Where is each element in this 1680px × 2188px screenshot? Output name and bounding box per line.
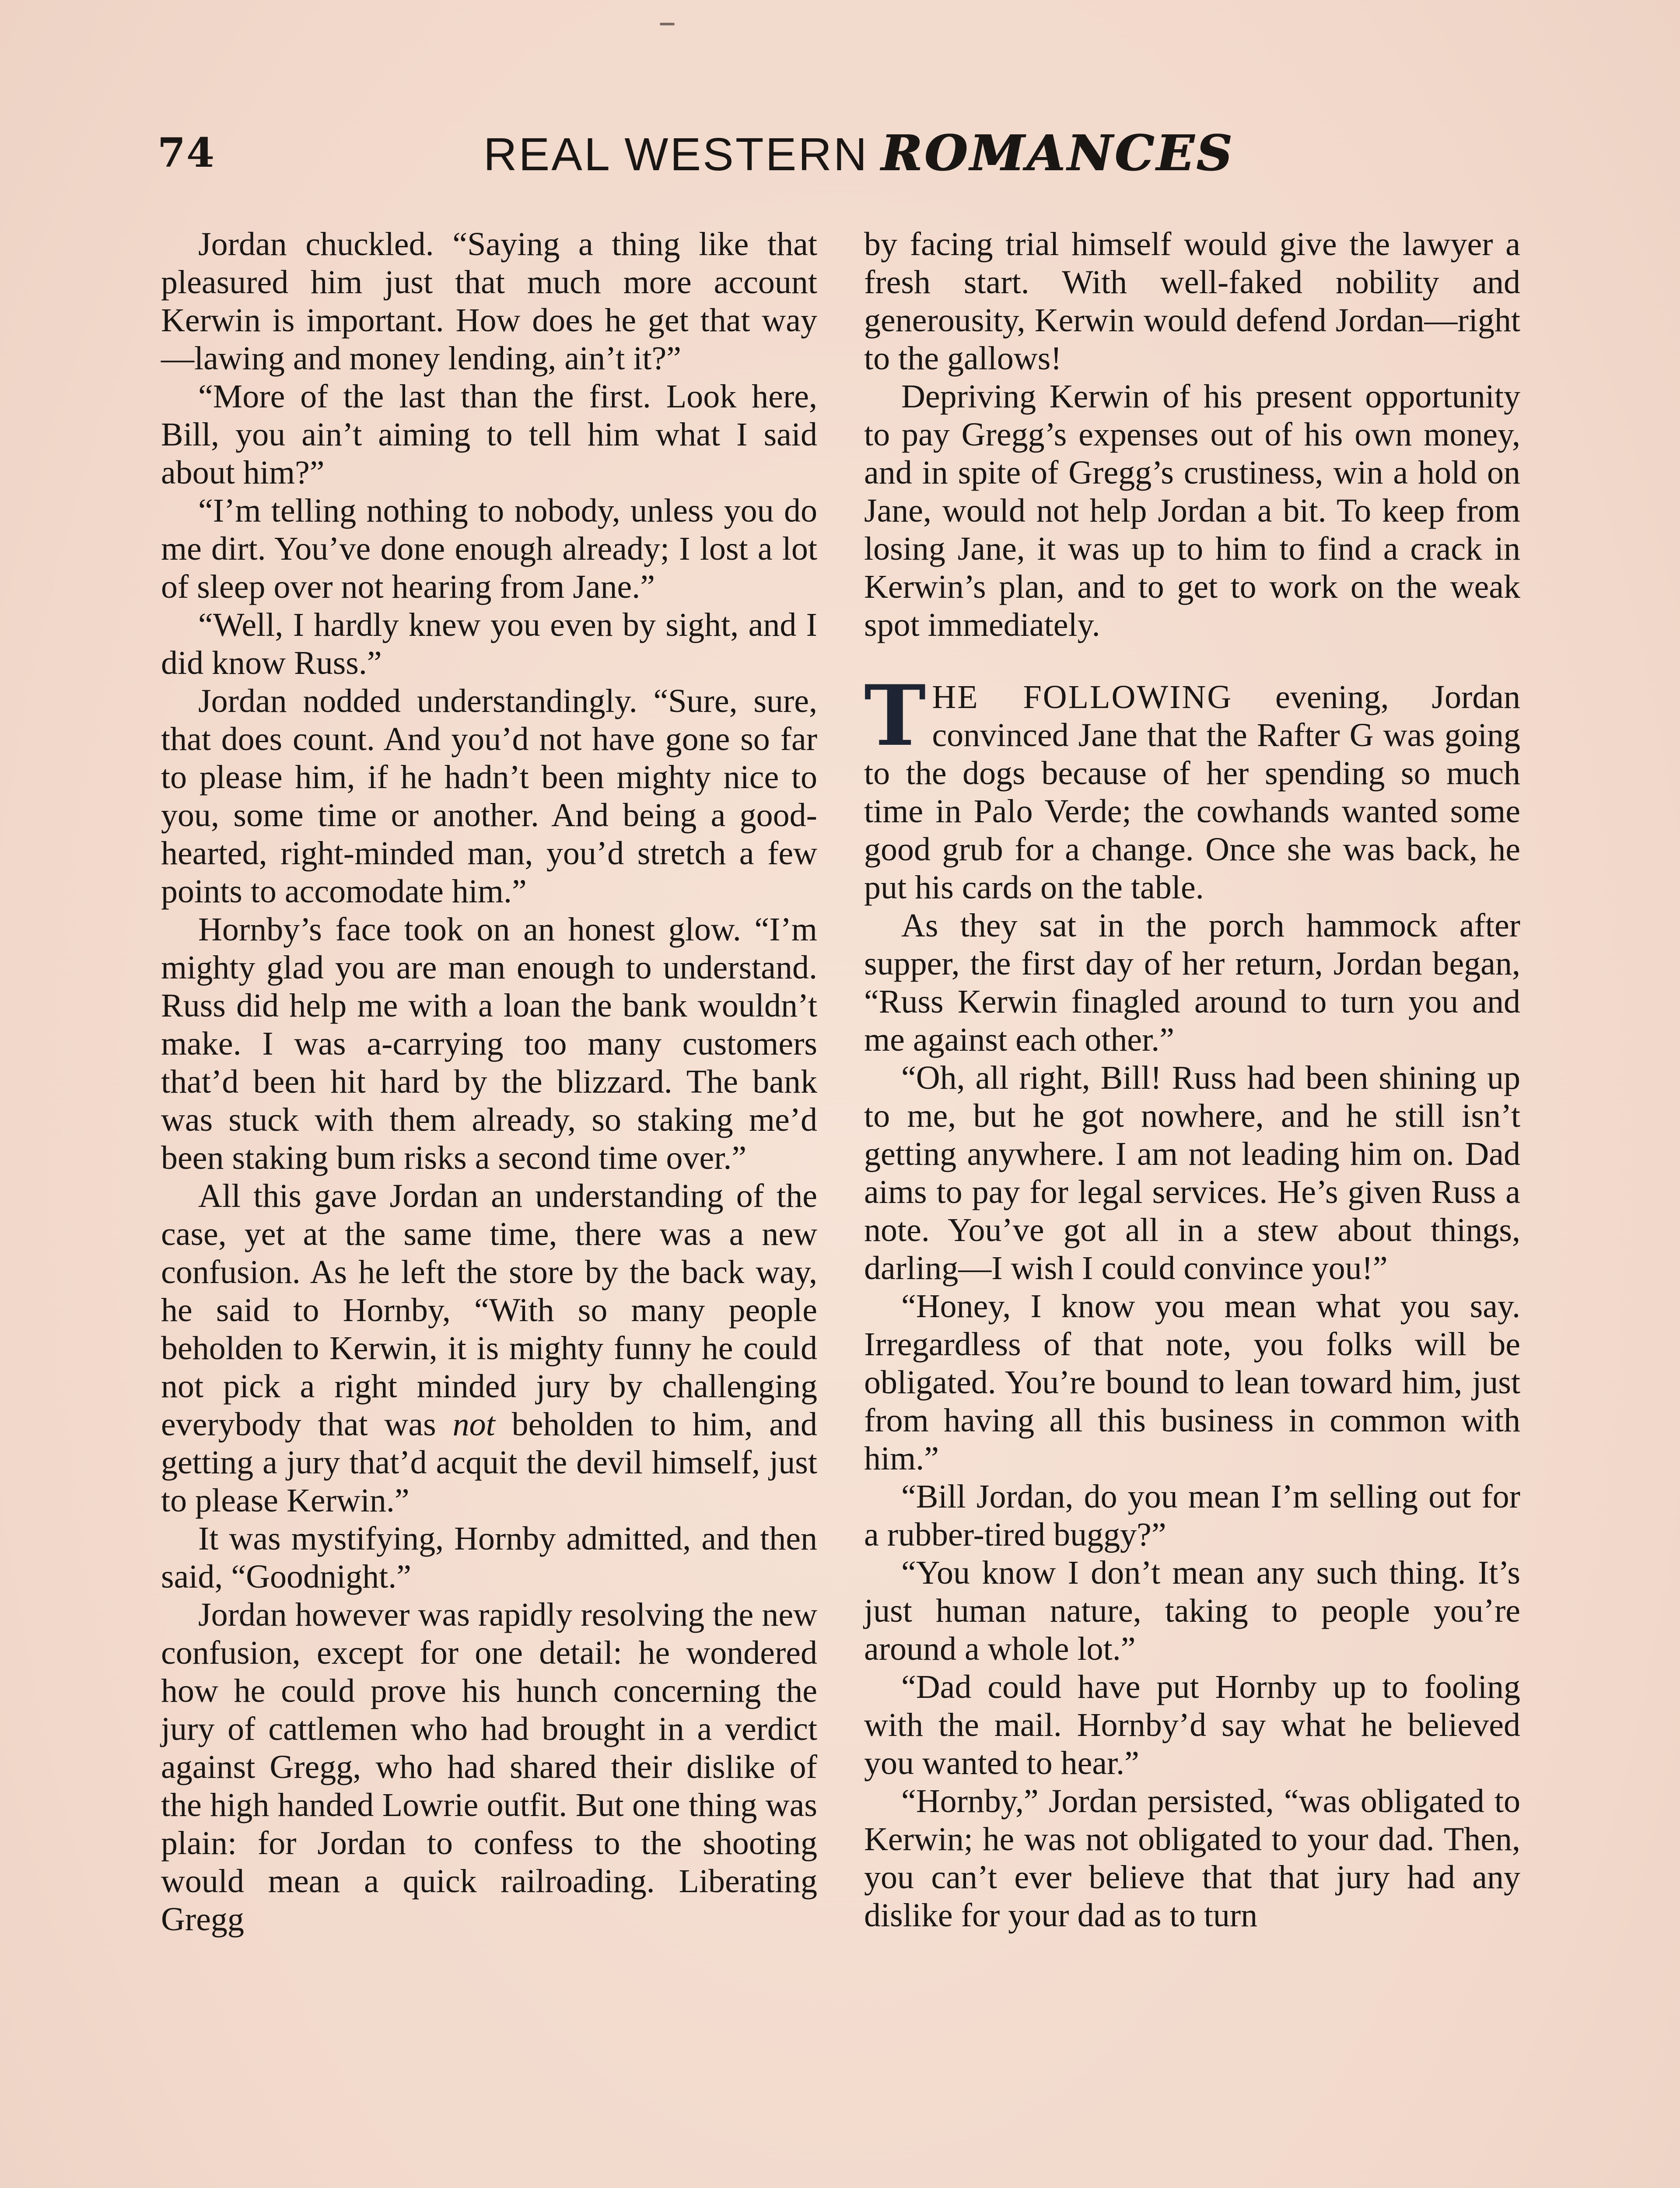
small-caps-lead: HE FOLLOWING	[932, 679, 1233, 715]
paragraph: “Dad could have put Hornby up to fooling with the mail. Hornby’d say what he believed you wanted to hear.”	[864, 1669, 1520, 1781]
paragraph: As they sat in the porch hammock after supper, the first day of her return, Jordan began, “Russ Kerwin finagled around to turn you and me against each other.”	[864, 907, 1520, 1058]
paragraph: “Bill Jordan, do you mean I’m selling out for a rubber-tired buggy?”	[864, 1478, 1520, 1553]
paragraph-text: evening, Jordan convinced Jane that the Rafter G was going to the dogs because of her spending so much time in Palo Verde; the cowhands wanted some good grub for a change. Once she was back, he put his cards on the table.	[864, 679, 1520, 906]
page-header	[0, 0, 1680, 201]
drop-cap: T	[864, 667, 926, 764]
paragraph: Jordan however was rapidly resolving the new confusion, except for one detail: he wondered how he could prove his hunch concerning the jury of cattlemen who had brought in a verdict against Gregg, who had shared their dislike of the high handed Lowrie outfit. But one thing was plain: for Jordan to confess to the shooting would mean a quick railroading. Liberating Gregg	[161, 1596, 817, 1938]
paragraph: Depriving Kerwin of his present opportunity to pay Gregg’s expenses out of his own money, and in spite of Gregg’s crustiness, win a hold on Jane, would not help Jordan a bit. To keep from losing Jane, it was up to him to find a crack in Kerwin’s plan, and to get to work on the weak spot immediately.	[864, 378, 1520, 643]
page-number: 74	[158, 129, 216, 176]
text-column-left	[161, 225, 817, 1939]
paragraph: “Well, I hardly knew you even by sight, and I did know Russ.”	[161, 607, 817, 681]
paragraph-text: beholden to him, and getting a jury that’d acquit the devil himself, just to please Kerwin.”	[161, 1406, 817, 1519]
paragraph-text: All this gave Jordan an understanding of the case, yet at the same time, there was a new confusion. As he left the store by the back way, he said to Hornby, “With so many people beholden to Kerwin, it is mighty funny he could not pick a right minded jury by challenging everybody that was	[161, 1178, 817, 1443]
paragraph: “Hornby,” Jordan persisted, “was obligated to Kerwin; he was not obligated to your dad. Then, you can’t ever believe that that jury had any dislike for your dad as to turn	[864, 1783, 1520, 1934]
running-title-fancy: ROMANCES	[881, 125, 1234, 182]
paragraph: “I’m telling nothing to nobody, unless you do me dirt. You’ve done enough already; I lost a lot of sleep over not hearing from Jane.”	[161, 492, 817, 605]
paragraph: “Honey, I know you mean what you say. Irregardless of that note, you folks will be obligated. You’re bound to lean toward him, just from having all this business in common with him.”	[864, 1288, 1520, 1477]
running-title-plain: REAL WESTERN	[483, 129, 869, 180]
paragraph: Jordan nodded understandingly. “Sure, sure, that does count. And you’d not have gone so far to please him, if he hadn’t been mighty nice to you, some time or another. And being a good-hearted, right-minded man, you’d stretch a few points to accomodate him.”	[161, 683, 817, 910]
paragraph: Jordan chuckled. “Saying a thing like that pleasured him just that much more account Kerwin is important. How does he get that way —lawing and money lending, ain’t it?”	[161, 226, 817, 377]
paragraph: It was mystifying, Hornby admitted, and then said, “Goodnight.”	[161, 1520, 817, 1595]
paragraph: “More of the last than the first. Look here, Bill, you ain’t aiming to tell him what I said about him?”	[161, 378, 817, 491]
paragraph: by facing trial himself would give the lawyer a fresh start. With well-faked nobility and generousity, Kerwin would defend Jordan—right to the gallows!	[864, 226, 1520, 377]
paragraph	[161, 1177, 817, 1520]
running-title	[483, 125, 1234, 182]
paragraph: “Oh, all right, Bill! Russ had been shining up to me, but he got nowhere, and he still isn’t getting anywhere. I am not leading him on. Dad aims to pay for legal services. He’s given Russ a note. You’ve got all in a stew about things, darling—I wish I could convince you!”	[864, 1059, 1520, 1287]
section-start-paragraph	[864, 667, 1520, 907]
paragraph: “You know I don’t mean any such thing. It’s just human nature, taking to people you’re around a whole lot.”	[864, 1554, 1520, 1667]
emphasis: not	[452, 1406, 495, 1443]
text-column-right	[864, 225, 1520, 1935]
paragraph: Hornby’s face took on an honest glow. “I’m mighty glad you are man enough to understand. Russ did help me with a loan the bank wouldn’t make. I was a-carrying too many customers that’d been hit hard by the blizzard. The bank was stuck with them already, so staking me’d been staking bum risks a second time over.”	[161, 911, 817, 1176]
